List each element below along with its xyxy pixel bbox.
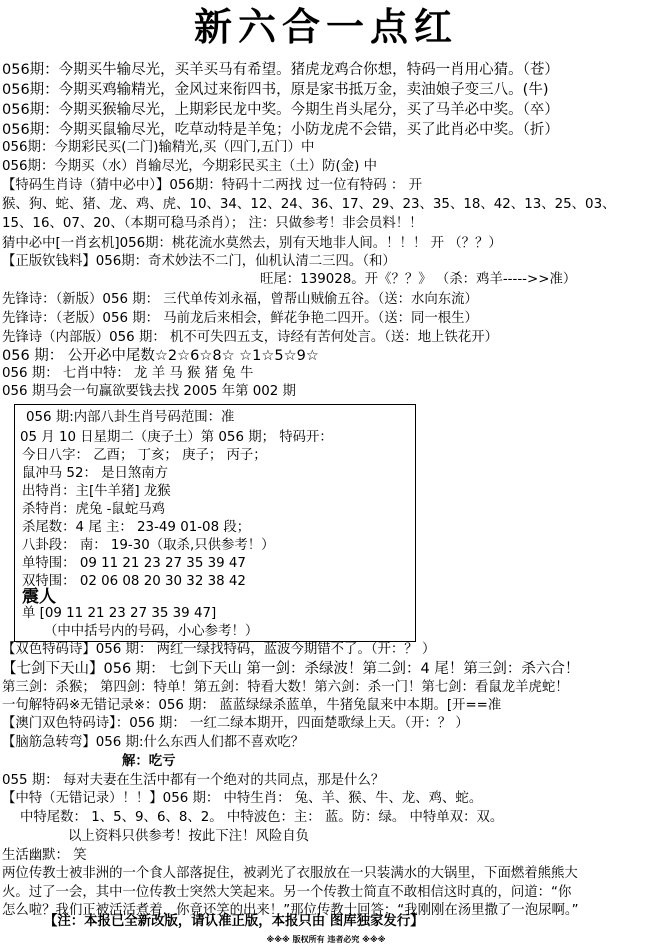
box-date: 05 月 10 日星期二（庚子土）第 056 期； 特码开： [20,430,333,445]
prediction-line: 056期：今期买猴输尽光，上期彩民龙中奖。今期生肖头尾分，买了马羊必中奖。（卒） [2,102,559,118]
box-shawei: 杀尾数：4 尾 主： 23-49 01-08 段； [22,520,251,535]
hit-zodiac-line: 【中特（无错记录）！！】056 期： 中特生肖： 兔、羊、猴、牛、龙、鸡、蛇。 [2,791,483,806]
page-title: 新六合一点红 [193,4,458,49]
prediction-line: 056期：今期买鼠输尽光，吃草动特是羊兔；小防龙虎不会错，买了此肖必中奖。（折） [2,122,559,138]
box-note: （中中括号内的号码，小心参考！） [44,624,259,639]
coin-line: 【正版钦钱料】056期：奇术妙法不二门，仙机认清二三四。（和） [2,254,396,269]
box-shuang: 双特围： 02 06 08 20 30 32 38 42 [22,574,246,589]
number-list-line: 猴、狗、蛇、猪、龙、鸡、虎、10、34、12、24、36、17、29、23、35、18、42、13、25、03、 [2,197,616,212]
seven-zodiac-line: 056 期： 七肖中特： 龙 羊 马 猴 猪 兔 牛 [2,366,254,381]
humor-text-line: 怎么啦？我们正被活活煮着，你竟还笑的出来！”那位传教士回答：“我刚刚在汤里撒了一泡尿啊。” [2,903,579,918]
brain-teaser-answer: 解：吃亏 [122,754,176,769]
prediction-line: 056期：今期买（水）肖输尽光，今期彩民买主（土）防(金) 中 [2,159,378,174]
brain-teaser-line: 【脑筋急转弯】056 期:什么东西人们都不喜欢吃？ [2,735,305,750]
number-list-line: 15、16、07、20、（本期可稳马杀肖）； 注：只做参考！非会员料！！ [2,216,423,231]
riddle-question-line: 055 期： 每对夫妻在生活中都有一个绝对的共同点，那是什么？ [2,773,385,788]
riddle-line: 猜中必中[一肖玄机]056期：桃花流水莫然去，别有天地非人间。！！！ 开 （？？） [2,236,502,251]
pioneer-poem-line: 先锋诗（内部版）056 期： 机不可失四五支，诗经有苦何处言。（送：地上铁花开） [2,330,499,345]
seven-swords-line: 【七剑下天山】056 期： 七剑下天山 第一剑：杀绿波！第二剑：4 尾！第三剑：杀六合！ [2,661,580,677]
pioneer-poem-line: 先锋诗：（新版）056 期： 三代单传刘永福，曾帮山贼偷五谷。（送：水向东流） [2,292,478,307]
box-bagua: 八卦段： 南： 19-30（取杀,只供参考！） [22,538,275,553]
humor-text-line: 火。过了一会，其中一位传教士突然大笑起来。另一个传教士简直不敢相信这时真的，问道：“你 [2,885,572,900]
box-chute: 出特肖：主[牛羊猪] 龙猴 [22,484,171,499]
tail-digits-line: 056 期： 公开必中尾数☆2☆6☆8☆ ☆1☆5☆9☆ [2,348,319,364]
box-shaxiao: 杀特肖：虎兔 -鼠蛇马鸡 [22,502,165,517]
hit-tail-line: 中特尾数： 1、5、9、6、8、2。 中特波色：主： 蓝。防：绿。 中特单双：双。 [20,810,504,825]
prediction-line: 056期：今期彩民买(二门)输精光,买（四门,五门）中 [2,140,315,155]
gua-symbol: 震人 [22,587,56,607]
humor-label: 生活幽默： 笑 [2,848,87,863]
prediction-line: 056期：今期买鸡输精光，金风过来衔四书，原是家书抵万金，卖油娘子变三八。(牛) [2,82,549,98]
box-dan: 单特围： 09 11 21 23 27 35 39 47 [22,556,246,571]
zodiac-poem-line: 【特码生肖诗（猜中必中）】056期：特码十二两找 过一位有特码 ： 开 [2,178,422,193]
box-dan2: 单 [09 11 21 23 27 35 39 47] [22,606,217,621]
horse-sentence-line: 056 期马会一句赢欲要钱去找 2005 年第 002 期 [2,384,296,399]
box-chongma: 鼠冲马 52： 是日煞南方 [22,466,169,481]
box-header: 056 期:内部八卦生肖号码范围：准 [26,410,235,425]
one-sentence-line: 一句解特码※无错记录※：056 期： 蓝蓝绿绿杀蓝单，牛猪兔鼠来中本期。[开==准 [2,698,502,713]
copyright-line: ※※※ 版权所有 违者必究 ※※※ [266,935,386,944]
seven-swords-line: 第三剑：杀猴； 第四剑：特单！第五剑：特看大数！第六剑：杀一门！第七剑：看鼠龙羊虎蛇！ [2,680,569,695]
tail-number-line: 旺尾：139028。开《？？》 （杀：鸡羊----->>准） [260,272,577,287]
macau-poem-line: 【澳门双色特码诗】：056 期： 一红二绿本期开，四面楚歌绿上天。（开：？ ） [2,716,469,731]
disclaimer-line: 以上资料只供参考！按此下注！风险自负 [68,829,310,844]
color-poem-line: 【双色特码诗】056 期： 两红一绿找特码，蓝波今期错不了。（开：？ ） [2,642,436,657]
footer-note: 【注：本报已全新改版，请认准正版，本报只由 图库独家发行】 [44,914,424,929]
humor-text-line: 两位传教士被非洲的一个食人部落捉住，被剥光了衣服放在一只装满水的大锅里，下面燃着熊熊大 [2,866,578,881]
prediction-line: 056期：今期买牛输尽光，买羊买马有希望。猪虎龙鸡合你想，特码一肖用心猜。（苍） [2,62,559,78]
box-bazi: 今日八字： 乙酉； 丁亥； 庚子； 丙子； [22,448,267,463]
pioneer-poem-line: 先锋诗：（老版）056 期： 马前龙后来相会，鲜花争艳二四开。（送：同一根生） [2,311,478,326]
